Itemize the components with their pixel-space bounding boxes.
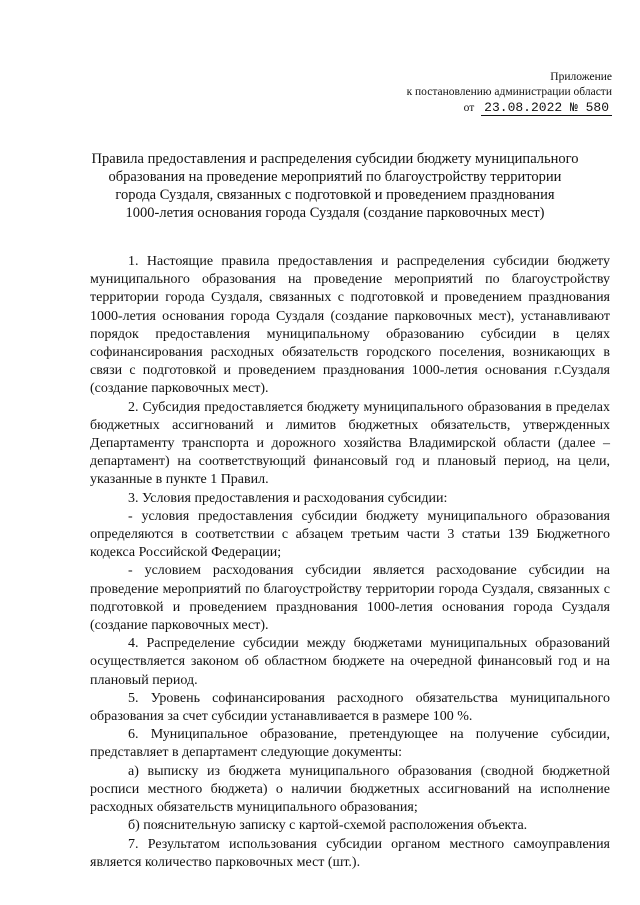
paragraph-3-condition-1: - условия предоставления субсидии бюджету муниципального образования определяются в соответствии с абзацем третьим части 3 статьи 139 Бюджетного кодекса Российской Федерации; [90,508,610,561]
title-line: образования на проведение мероприятий по благоустройству территории [108,169,562,185]
paragraph-3: 3. Условия предоставления и расходования субсидии: [128,490,448,506]
paragraph-3-condition-2: - условием расходования субсидии является расходование субсидии на проведение мероприятий по благоустройству территории города Суздаля, связанных с подготовкой и проведением празднования 1000-летия основания города Суздаля (создание парковочных мест). [90,563,610,634]
appendix-header [407,70,612,116]
document-body [90,253,610,872]
paragraph-4: 4. Распределение субсидии между бюджетами муниципальных образований осуществляется законом об областном бюджете на очередной финансовый год и на плановый период. [90,636,610,688]
title-line: города Суздаля, связанных с подготовкой и проведением празднования [115,187,555,203]
appendix-to-decree: к постановлению администрации области [406,86,612,98]
paragraph-6: 6. Муниципальное образование, претендующее на получение субсидии, представляет в департамент следующие документы: [90,727,610,761]
paragraph-2: 2. Субсидия предоставляется бюджету муниципального образования в пределах бюджетных ассигнований и лимитов бюджетных обязательств, утвержденных Департаменту транспорта и дорожного хозяйства Владимирской области (далее – департамент) на соответствующий финансовый год и плановый период, на цели, указанные в пункте 1 Правил. [90,399,610,488]
paragraph-6-item-b: б) пояснительную записку с картой-схемой расположения объекта. [128,818,528,834]
paragraph-5: 5. Уровень софинансирования расходного обязательства муниципального образования за счет субсидии устанавливается в размере 100 %. [90,690,610,725]
appendix-label: Приложение [550,71,612,83]
title-line: 1000-летия основания города Суздаля (создание парковочных мест) [125,205,545,221]
paragraph-6-item-a: а) выписку из бюджета муниципального образования (сводной бюджетной росписи местного бюджета) о наличии бюджетных ассигнований на исполнение расходных обязательств муниципального образования; [90,763,610,816]
document-title [70,150,600,222]
paragraph-1: 1. Настоящие правила предоставления и распределения субсидии бюджету муниципального образования на проведение мероприятий по благоустройству территории города Суздаля, связанных с подготовкой и проведением празднования 1000-летия основания города Суздаля (создание парковочных мест), устанавливают порядок предоставления муниципальному образованию субсидии в целях софинансирования расходных обязательств городского поселения, возникающих в связи с подготовкой и проведением празднования 1000-летия основания г.Суздаля (создание парковочных мест). [90,254,610,397]
title-line: Правила предоставления и распределения субсидии бюджету муниципального [91,151,579,167]
decree-reference [407,100,612,116]
decree-date-number: 23.08.2022 № 580 [481,100,612,116]
paragraph-7: 7. Результатом использования субсидии органом местного самоуправления является количество парковочных мест (шт.). [90,836,610,870]
decree-from-prefix: от [463,102,475,114]
